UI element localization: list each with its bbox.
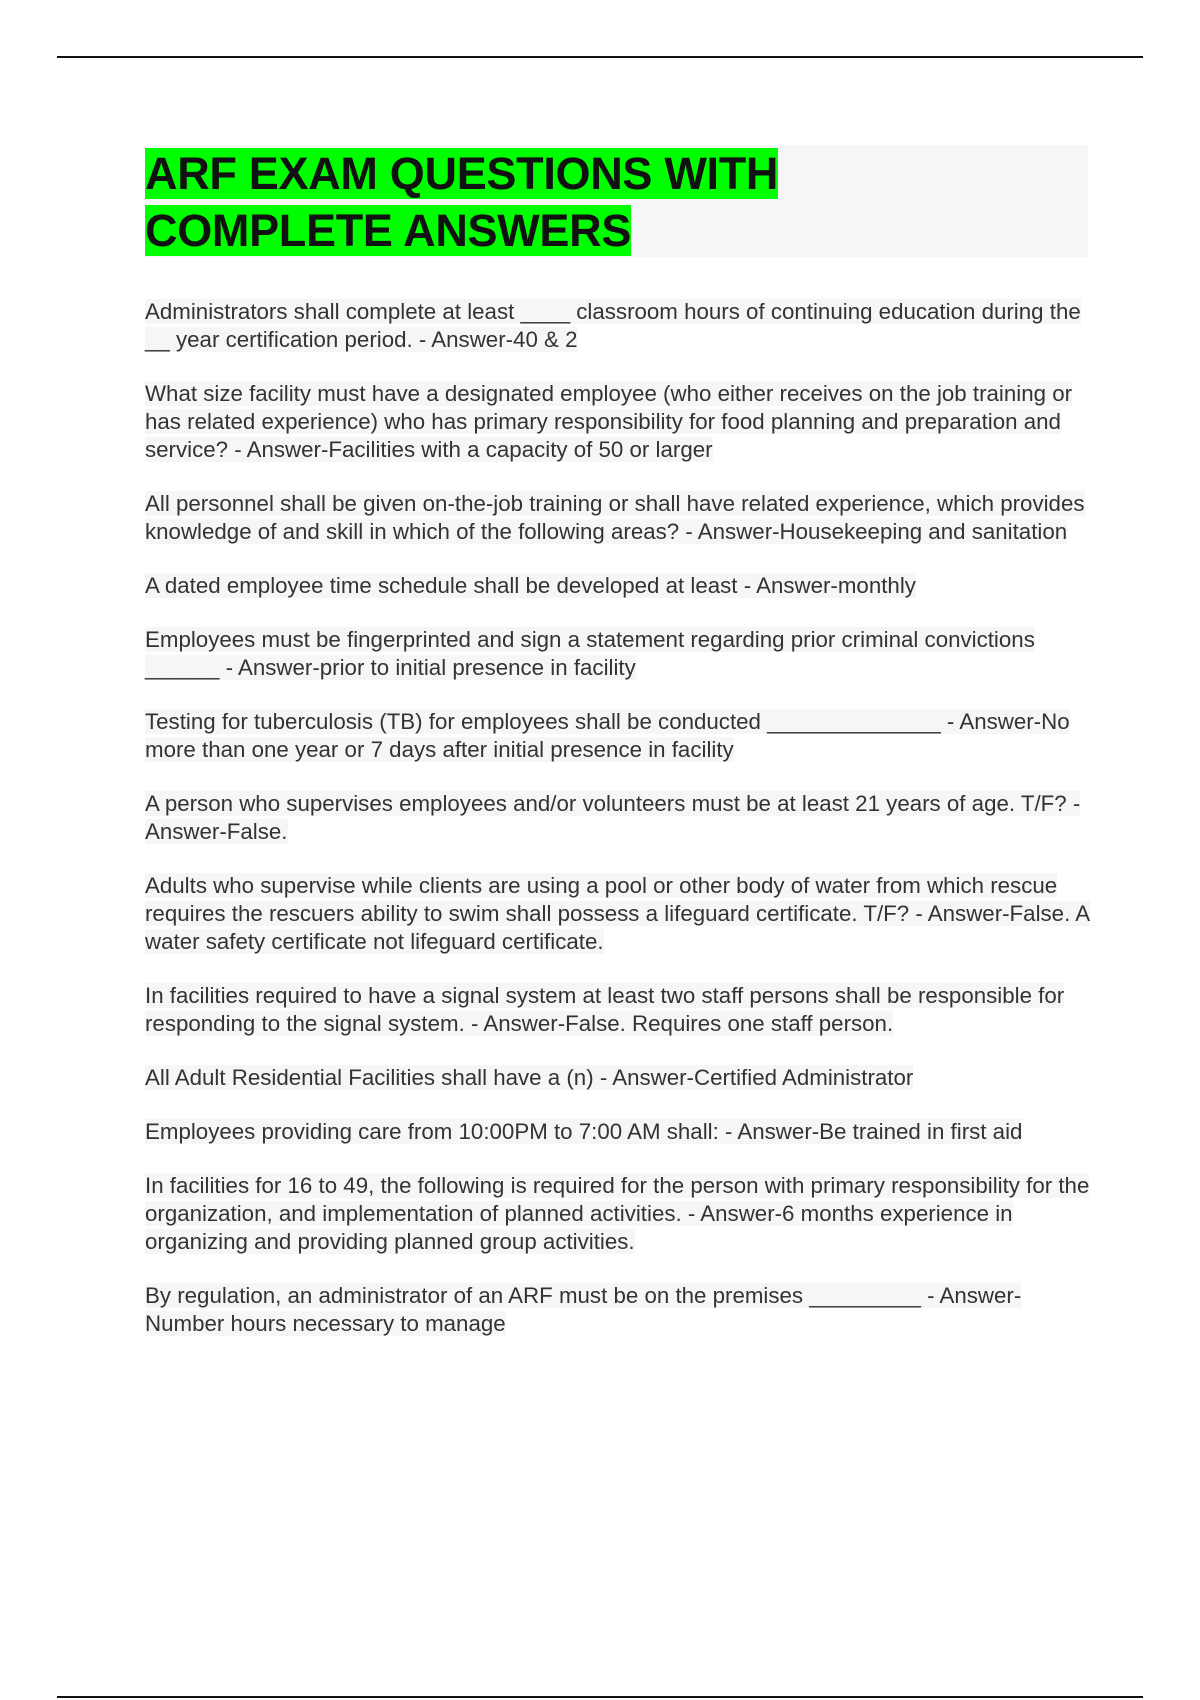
top-rule: [57, 56, 1143, 58]
qa-item-4: [145, 572, 1095, 600]
qa-list: [145, 298, 1095, 1364]
qa-text: In facilities for 16 to 49, the following is required for the person with primary responsibility for the organization, and implementation of planned activities. - Answer-6 months experience in organizing and providing planned group activities.: [145, 1173, 1090, 1254]
qa-item-10: [145, 1064, 1095, 1092]
qa-text: Administrators shall complete at least ____ classroom hours of continuing education during the __ year certification period. - Answer-40 & 2: [145, 299, 1081, 352]
qa-text: By regulation, an administrator of an ARF must be on the premises _________ - Answer-Number hours necessary to manage: [145, 1283, 1022, 1336]
qa-text: In facilities required to have a signal system at least two staff persons shall be responsible for responding to the signal system. - Answer-False. Requires one staff person.: [145, 983, 1065, 1036]
qa-text: All Adult Residential Facilities shall have a (n) - Answer-Certified Administrator: [145, 1065, 914, 1090]
qa-item-3: [145, 490, 1095, 546]
title-line-2: COMPLETE ANSWERS: [145, 205, 632, 256]
qa-item-6: [145, 708, 1095, 764]
qa-item-13: [145, 1282, 1095, 1338]
qa-text: A person who supervises employees and/or volunteers must be at least 21 years of age. T/F? - Answer-False.: [145, 791, 1081, 844]
qa-item-9: [145, 982, 1095, 1038]
title-line-1: ARF EXAM QUESTIONS WITH: [145, 148, 779, 199]
qa-text: Employees providing care from 10:00PM to 7:00 AM shall: - Answer-Be trained in first aid: [145, 1119, 1023, 1144]
qa-item-8: [145, 872, 1095, 956]
qa-text: Employees must be fingerprinted and sign a statement regarding prior criminal convictions ______ - Answer-prior to initial presence in facility: [145, 627, 1035, 680]
title-block: [145, 145, 1088, 257]
document-title: [145, 145, 1088, 259]
qa-item-2: [145, 380, 1095, 464]
bottom-rule: [57, 1696, 1143, 1698]
qa-item-11: [145, 1118, 1095, 1146]
qa-text: A dated employee time schedule shall be developed at least - Answer-monthly: [145, 573, 916, 598]
qa-text: What size facility must have a designated employee (who either receives on the job training or has related experience) who has primary responsibility for food planning and preparation and service? - Answer-Facilities with a capacity of 50 or larger: [145, 381, 1073, 462]
qa-item-12: [145, 1172, 1095, 1256]
qa-text: All personnel shall be given on-the-job training or shall have related experience, which provides knowledge of and skill in which of the following areas? - Answer-Housekeeping and sanitation: [145, 491, 1085, 544]
qa-text: Adults who supervise while clients are using a pool or other body of water from which rescue requires the rescuers ability to swim shall possess a lifeguard certificate. T/F? - Answer-False. A water safety certificate not lifeguard certificate.: [145, 873, 1091, 954]
qa-item-7: [145, 790, 1095, 846]
qa-text: Testing for tuberculosis (TB) for employees shall be conducted ______________ - Answer-No more than one year or 7 days after initial presence in facility: [145, 709, 1070, 762]
qa-item-1: [145, 298, 1095, 354]
qa-item-5: [145, 626, 1095, 682]
